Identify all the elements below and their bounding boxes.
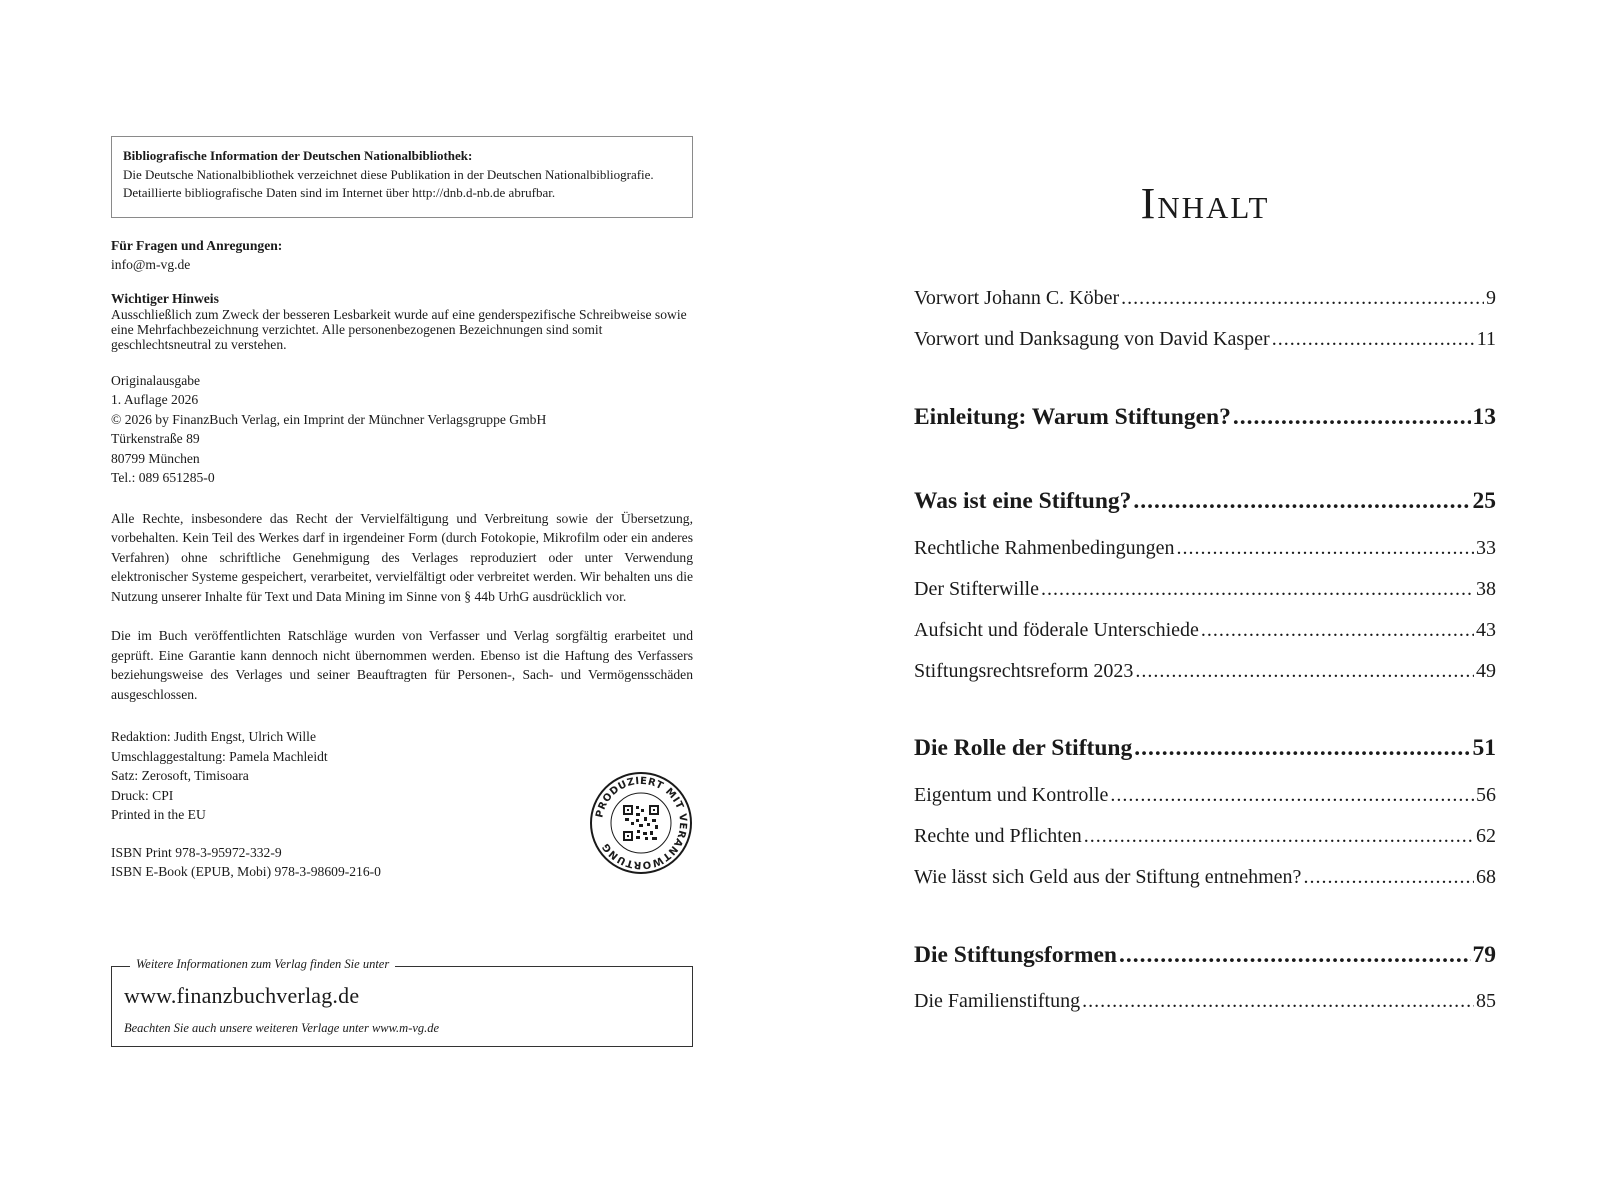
toc-entry-page: 9	[1486, 287, 1496, 309]
toc-entry-page: 68	[1476, 866, 1496, 888]
toc-entry-page: 13	[1472, 404, 1496, 430]
toc-chapter-entry[interactable]	[914, 404, 1496, 431]
credit-line: Redaktion: Judith Engst, Ulrich Wille	[111, 729, 316, 744]
toc-entry[interactable]	[914, 328, 1496, 351]
credits-section	[111, 727, 693, 887]
toc-entry-page: 51	[1472, 735, 1496, 761]
credit-line: Druck: CPI	[111, 787, 174, 803]
toc-entry-label: Wie lässt sich Geld aus der Stiftung entnehmen?	[914, 866, 1302, 888]
toc-entry-page: 43	[1476, 619, 1496, 641]
toc-entry-label: Aufsicht und föderale Unterschiede	[914, 619, 1199, 641]
toc-entry-label: Die Stiftungsformen	[914, 942, 1117, 968]
disclaimer-paragraph: Die im Buch veröffentlichten Ratschläge wurden von Verfasser und Verlag sorgfältig erarbeitet und geprüft. Eine Garantie kann dennoch nicht übernommen werden. Ebenso ist die Haftung des Verfassers beziehungsweise des Verlages und seiner Beauftragten für Personen-, Sach- und Vermögensschäden ausgeschlossen.	[111, 628, 693, 702]
toc-entry-page: 56	[1476, 784, 1496, 806]
contact-section	[111, 236, 693, 275]
toc-chapter-entry[interactable]	[914, 488, 1496, 515]
seal-text: PRODUZIERT MIT VERANTWORTUNG	[594, 775, 689, 871]
toc-dot-leader	[1119, 942, 1471, 969]
contact-title: Für Fragen und Anregungen:	[111, 237, 283, 253]
bib-text: Die Deutsche Nationalbibliothek verzeichnet diese Publikation in der Deutschen Nationalbibliografie.	[123, 166, 654, 182]
toc-entry[interactable]	[914, 990, 1496, 1013]
toc-entry-label: Vorwort und Danksagung von David Kasper	[914, 328, 1270, 350]
toc-entry-label: Rechte und Pflichten	[914, 825, 1082, 847]
toc-entry[interactable]	[914, 619, 1496, 642]
edition-line: 80799 München	[111, 450, 200, 466]
toc-entry[interactable]	[914, 825, 1496, 848]
toc-dot-leader	[1303, 866, 1474, 889]
bib-details: Detaillierte bibliografische Daten sind im Internet über http://dnb.d-nb.de abrufbar.	[123, 185, 556, 200]
toc-entry-label: Was ist eine Stiftung?	[914, 488, 1132, 514]
toc-dot-leader	[1121, 287, 1484, 310]
notice-title: Wichtiger Hinweis	[111, 290, 219, 306]
toc-entry-label: Einleitung: Warum Stiftungen?	[914, 404, 1231, 430]
bibliographic-info-box	[111, 136, 693, 218]
toc-entry[interactable]	[914, 287, 1496, 310]
toc-dot-leader	[1135, 660, 1474, 683]
toc-entry-page: 25	[1472, 488, 1496, 514]
isbn-print: ISBN Print 978-3-95972-332-9	[111, 844, 282, 860]
toc-entry-label: Die Rolle der Stiftung	[914, 735, 1133, 761]
toc-entry-page: 33	[1476, 537, 1496, 559]
svg-text:PRODUZIERT MIT VERANTWORTUNG	[594, 776, 688, 870]
credit-line: Printed in the EU	[111, 807, 206, 822]
toc-entry[interactable]	[914, 660, 1496, 683]
edition-line: © 2026 by FinanzBuch Verlag, ein Imprint der Münchner Verlagsgruppe GmbH	[111, 411, 547, 427]
publisher-url-link[interactable]: www.finanzbuchverlag.de	[124, 983, 360, 1008]
notice-text: Ausschließlich zum Zweck der besseren Lesbarkeit wurde auf eine genderspezifische Schreibweise sowie eine Mehrfachbezeichnung verzichtet. Alle personenbezogenen Bezeichnungen sind somit geschlechtsneutral zu verstehen.	[111, 306, 687, 352]
toc-entry-label: Vorwort Johann C. Köber	[914, 287, 1120, 309]
credit-line: Satz: Zerosoft, Timisoara	[111, 768, 249, 783]
responsibility-seal-icon	[589, 771, 693, 875]
toc-entry-label: Stiftungsrechtsreform 2023	[914, 660, 1134, 682]
toc-entry-page: 49	[1476, 660, 1496, 682]
notice-section	[111, 290, 693, 352]
toc-dot-leader	[1272, 328, 1475, 351]
contact-email: info@m-vg.de	[111, 257, 191, 272]
edition-line: Tel.: 089 651285-0	[111, 470, 215, 485]
toc-entry-label: Die Familienstiftung	[914, 990, 1081, 1012]
toc-chapter-entry[interactable]	[914, 735, 1496, 762]
toc-dot-leader	[1082, 990, 1474, 1013]
toc-entry-label: Rechtliche Rahmenbedingungen	[914, 537, 1175, 559]
edition-line: Originalausgabe	[111, 372, 201, 388]
toc-dot-leader	[1176, 537, 1474, 560]
more-publishers-text: Beachten Sie auch unsere weiteren Verlage unter www.m-vg.de	[124, 1021, 440, 1035]
toc-entry-label: Der Stifterwille	[914, 578, 1039, 600]
publisher-info-box	[111, 957, 693, 1047]
toc-entry-page: 11	[1476, 328, 1496, 350]
toc-dot-leader	[1201, 619, 1474, 642]
edition-line: 1. Auflage 2026	[111, 392, 199, 407]
edition-line: Türkenstraße 89	[111, 431, 200, 446]
toc-entry-label: Eigentum und Kontrolle	[914, 784, 1109, 806]
toc-entry-page: 38	[1476, 578, 1496, 600]
toc-entry-page: 62	[1476, 825, 1496, 847]
bib-title: Bibliografische Information der Deutschen Nationalbibliothek:	[123, 148, 473, 163]
rights-paragraph: Alle Rechte, insbesondere das Recht der Vervielfältigung und Verbreitung sowie der Übersetzung, vorbehalten. Kein Teil des Werkes darf in irgendeiner Form (durch Fotokopie, Mikrofilm oder ein anderes Verfahren) ohne schriftliche Genehmigung des Verlages reproduziert oder unter Verwendung elektronischer Systeme gespeichert, verarbeitet, vervielfältigt oder verbreitet werden. Wir behalten uns die Nutzung unserer Inhalte für Text und Data Mining im Sinne von § 44b UrhG ausdrücklich vor.	[111, 510, 693, 604]
toc-entry-page: 79	[1472, 942, 1496, 968]
toc-dot-leader	[1133, 488, 1470, 515]
edition-section	[111, 371, 693, 488]
toc-title: Inhalt	[1140, 179, 1270, 228]
toc-dot-leader	[1041, 578, 1474, 601]
toc-dot-leader	[1134, 735, 1470, 762]
toc-entry[interactable]	[914, 537, 1496, 560]
toc-chapter-entry[interactable]	[914, 942, 1496, 969]
toc-dot-leader	[1233, 404, 1471, 431]
info-legend: Weitere Informationen zum Verlag finden Sie unter	[130, 957, 395, 972]
toc-entry[interactable]	[914, 866, 1496, 889]
isbn-ebook: ISBN E-Book (EPUB, Mobi) 978-3-98609-216-0	[111, 864, 381, 879]
qr-code-icon	[623, 805, 659, 841]
toc-entry[interactable]	[914, 784, 1496, 807]
credit-line: Umschlaggestaltung: Pamela Machleidt	[111, 748, 328, 764]
imprint-page	[111, 136, 693, 887]
toc-entry-page: 85	[1476, 990, 1496, 1012]
toc-dot-leader	[1110, 784, 1474, 807]
toc-dot-leader	[1084, 825, 1474, 848]
toc-entry[interactable]	[914, 578, 1496, 601]
